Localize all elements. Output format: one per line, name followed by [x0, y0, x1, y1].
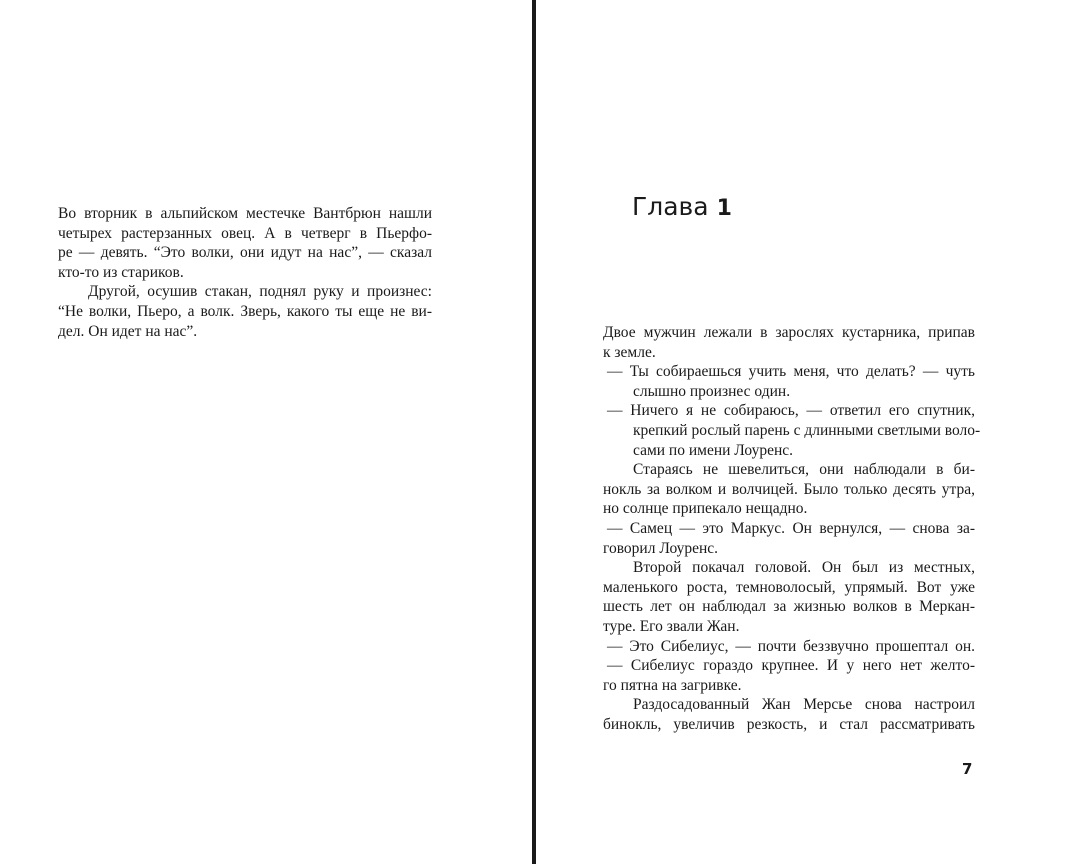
text-line: Раздосадованный Жан Мерсье снова настроил — [633, 696, 975, 714]
text-line: — Ничего я не собираюсь, — ответил его спутник, — [607, 402, 975, 420]
text-line: Другой, осушив стакан, поднял руку и произнес: — [88, 283, 432, 301]
text-line: шесть лет он наблюдал за жизнью волков в Меркан- — [603, 598, 975, 616]
text-line: нокль за волком и волчицей. Было только десять утра, — [603, 480, 975, 498]
text-line: Во вторник в альпийском местечке Вантбрюн нашли — [58, 205, 432, 222]
left-page-text — [58, 204, 432, 341]
text-line: туре. Его звали Жан. — [603, 617, 740, 635]
text-line: говорил Лоуренс. — [603, 539, 719, 557]
text-line: но солнце припекало нещадно. — [603, 500, 808, 518]
text-line: го пятна на загривке. — [603, 676, 742, 694]
text-line: слышно произнес один. — [633, 382, 791, 400]
left-page — [0, 0, 532, 864]
chapter-word: Глава — [632, 192, 709, 221]
right-page — [536, 0, 1072, 864]
text-line: ре — девять. “Это волки, они идут на нас”, — сказал — [58, 244, 432, 262]
right-page-text — [603, 323, 981, 734]
text-line: дел. Он идет на нас”. — [58, 322, 198, 340]
text-line: бинокль, увеличив резкость, и стал рассматривать — [603, 715, 975, 733]
text-line: крепкий рослый парень с длинными светлыми воло- — [633, 421, 981, 439]
text-line: — Самец — это Маркус. Он вернулся, — снова за- — [607, 519, 975, 537]
text-line: “Не волки, Пьеро, а волк. Зверь, какого ты еще не ви- — [58, 302, 432, 320]
text-line: — Сибелиус гораздо крупнее. И у него нет желто- — [607, 657, 975, 675]
text-line: — Это Сибелиус, — почти беззвучно прошептал он. — [607, 637, 975, 655]
text-line: четырех растерзанных овец. А в четверг в Пьерфо- — [58, 224, 432, 242]
text-line: к земле. — [603, 343, 656, 361]
chapter-heading — [632, 192, 732, 221]
chapter-number: 1 — [716, 196, 732, 221]
page-number: 7 — [962, 760, 973, 778]
text-line: кто-то из стариков. — [58, 263, 184, 281]
text-line: — Ты собираешься учить меня, что делать? — чуть — [607, 363, 975, 381]
text-line: маленького роста, темноволосый, упрямый. Вот уже — [603, 578, 975, 596]
text-line: Второй покачал головой. Он был из местных, — [633, 559, 975, 577]
text-line: Двое мужчин лежали в зарослях кустарника, припав — [603, 324, 975, 341]
text-line: сами по имени Лоуренс. — [633, 441, 794, 459]
text-line: Стараясь не шевелиться, они наблюдали в би- — [633, 461, 975, 479]
